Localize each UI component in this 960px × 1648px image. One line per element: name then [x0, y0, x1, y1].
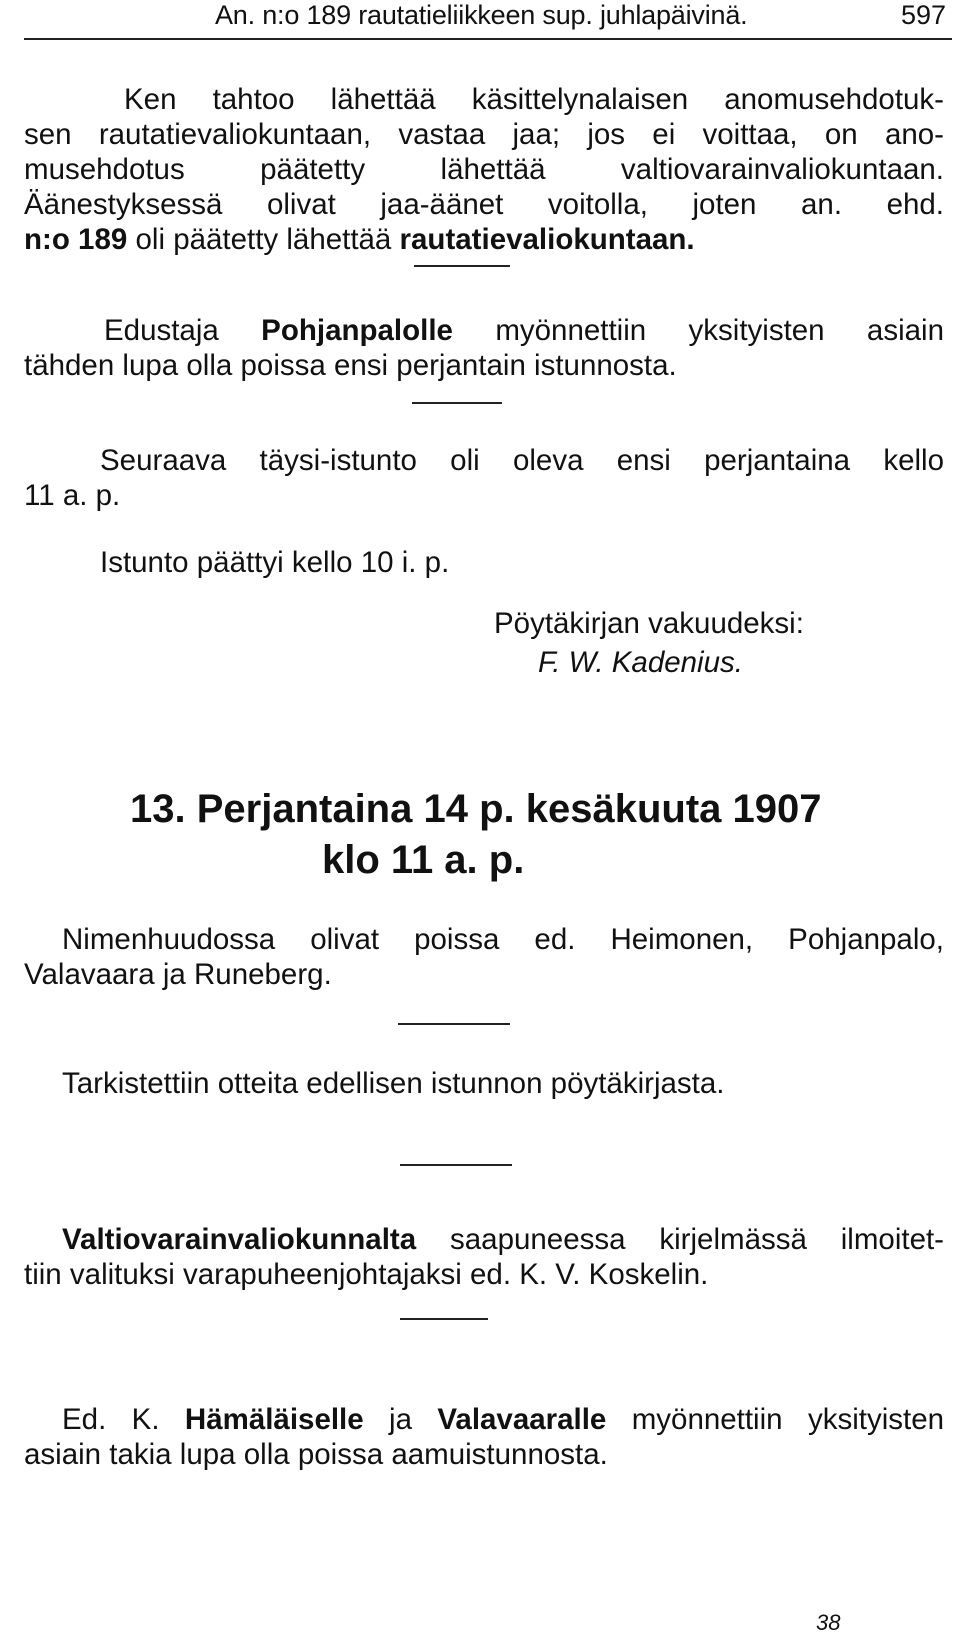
- plain-text: Ed. K.: [62, 1403, 160, 1436]
- paragraph-line: [24, 222, 944, 257]
- plain-text: myönnettiin yksityisten: [631, 1403, 945, 1436]
- paragraph-session-end: Istunto päättyi kello 10 i. p.: [100, 546, 450, 579]
- section-separator: [400, 1164, 512, 1166]
- paragraph-line: Äänestyksessä olivat jaa-äänet voitolla, joten an. ehd.: [24, 188, 944, 221]
- plain-text: ja: [389, 1403, 412, 1436]
- paragraph-roll-call: [24, 922, 944, 992]
- section-separator: [414, 265, 510, 267]
- running-title: An. n:o 189 rautatieliikkeen sup. juhlapäivinä.: [215, 0, 748, 30]
- paragraph-line: 11 a. p.: [24, 479, 121, 512]
- paragraph-line: [24, 313, 944, 348]
- bold-text: Valavaaralle: [437, 1403, 607, 1436]
- paragraph-committee-letter: [24, 1222, 944, 1292]
- page-number: 597: [900, 0, 946, 30]
- paragraph-vote-result: [24, 82, 944, 257]
- paragraph-line: Nimenhuudossa olivat poissa ed. Heimonen, Pohjanpalo,: [62, 923, 944, 956]
- plain-text: myönnettiin yksityisten asiain: [495, 314, 945, 347]
- section-separator: [400, 1318, 488, 1320]
- running-header: [215, 0, 946, 30]
- bold-text: n:o 189: [24, 223, 128, 256]
- plain-text: saapuneessa kirjelmässä ilmoitet-: [450, 1223, 944, 1256]
- paragraph-line: asiain takia lupa olla poissa aamuistunnosta.: [24, 1438, 608, 1471]
- paragraph-line: tiin valituksi varapuheenjohtajaksi ed. K. V. Koskelin.: [24, 1258, 709, 1291]
- paragraph-leave-pohjanpalo: [24, 313, 944, 383]
- section-separator: [412, 402, 502, 404]
- header-rule: [24, 38, 952, 40]
- signature-mark: 38: [816, 1610, 841, 1635]
- bold-text: Valtiovarainvaliokunnalta: [62, 1223, 417, 1256]
- bold-text: Pohjanpalolle: [261, 314, 453, 347]
- section-separator: [398, 1023, 510, 1025]
- signature-label: Pöytäkirjan vakuudeksi:: [494, 607, 804, 640]
- paragraph-leave-morning: [24, 1402, 944, 1472]
- paragraph-line: Seuraava täysi-istunto oli oleva ensi perjantaina kello: [100, 444, 944, 477]
- signature-name: F. W. Kadenius.: [538, 646, 743, 679]
- paragraph-next-session: [24, 443, 944, 513]
- paragraph-line: Valavaara ja Runeberg.: [24, 958, 332, 991]
- paragraph-line: [24, 1222, 944, 1257]
- section-heading: 13. Perjantaina 14 p. kesäkuuta 1907: [130, 787, 822, 831]
- paragraph-line: musehdotus päätetty lähettää valtiovarainvaliokuntaan.: [24, 153, 944, 186]
- paragraph-minutes-check: Tarkistettiin otteita edellisen istunnon pöytäkirjasta.: [62, 1067, 725, 1100]
- paragraph-line: tähden lupa olla poissa ensi perjantain istunnosta.: [24, 349, 677, 382]
- bold-text: Hämäläiselle: [184, 1403, 364, 1436]
- plain-text: Edustaja: [104, 314, 219, 347]
- paragraph-line: Ken tahtoo lähettää käsittelynalaisen anomusehdotuk-: [124, 83, 944, 116]
- plain-text: oli päätetty lähettää: [135, 223, 392, 256]
- section-heading-time: klo 11 a. p.: [322, 838, 525, 882]
- paragraph-line: [24, 1402, 944, 1437]
- bold-text: rautatievaliokuntaan.: [399, 223, 695, 256]
- paragraph-line: sen rautatievaliokuntaan, vastaa jaa; jos ei voittaa, on ano-: [24, 118, 944, 151]
